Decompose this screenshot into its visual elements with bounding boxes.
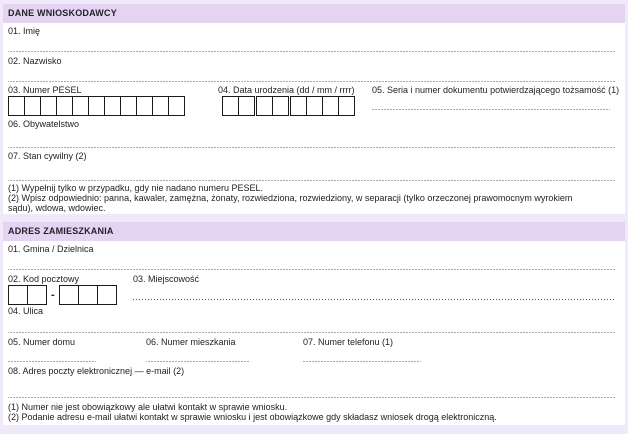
input-line-phone-number[interactable] — [303, 360, 421, 362]
label-municipality: 01. Gmina / Dzielnica — [8, 244, 94, 254]
footnote-2-marital: (2) Wpisz odpowiednio: panna, kawaler, zamężna, żonaty, rozwiedziona, rozwiedziony, w separacji (tylko orzeczonej prawomocnym wyrokiem sądu), wdowa, wdowiec. — [8, 193, 573, 213]
section-header-address: ADRES ZAMIESZKANIA — [3, 222, 625, 241]
char-box[interactable] — [59, 285, 79, 305]
label-marital-status: 07. Stan cywilny (2) — [8, 151, 87, 161]
footnote-1-phone: (1) Numer nie jest obowiązkowy ale ułatwi kontakt w sprawie wniosku. — [8, 402, 288, 412]
input-line-email[interactable] — [8, 396, 616, 398]
char-box[interactable] — [88, 96, 105, 116]
char-box[interactable] — [24, 96, 41, 116]
char-box[interactable] — [56, 96, 73, 116]
char-box[interactable] — [338, 96, 355, 116]
label-pesel: 03. Numer PESEL — [8, 85, 82, 95]
input-line-city[interactable] — [133, 298, 616, 300]
label-street: 04. Ulica — [8, 306, 44, 316]
label-first-name: 01. Imię — [8, 26, 41, 36]
char-box[interactable] — [8, 285, 28, 305]
label-email: 08. Adres poczty elektronicznej — e-mail (2) — [8, 366, 185, 376]
postal-code-separator: - — [51, 289, 55, 301]
char-box[interactable] — [322, 96, 339, 116]
input-line-id-document[interactable] — [372, 108, 610, 110]
char-box[interactable] — [97, 285, 117, 305]
char-box[interactable] — [238, 96, 255, 116]
label-house-number: 05. Numer domu — [8, 337, 76, 347]
label-birth-date: 04. Data urodzenia (dd / mm / rrrr) — [218, 85, 355, 95]
char-box[interactable] — [136, 96, 153, 116]
input-line-last-name[interactable] — [8, 80, 616, 82]
char-box[interactable] — [152, 96, 169, 116]
char-box[interactable] — [168, 96, 185, 116]
input-line-first-name[interactable] — [8, 50, 616, 52]
birth-date-day-group — [222, 96, 255, 116]
label-citizenship: 06. Obywatelstwo — [8, 119, 80, 129]
footnote-2-email: (2) Podanie adresu e-mail ułatwi kontakt w sprawie wniosku i jest obowiązkowe gdy składasz wniosek drogą elektroniczną. — [8, 412, 497, 422]
char-box[interactable] — [272, 96, 289, 116]
input-line-apartment-number[interactable] — [146, 360, 250, 362]
char-box[interactable] — [72, 96, 89, 116]
char-box[interactable] — [8, 96, 25, 116]
char-box[interactable] — [104, 96, 121, 116]
pesel-boxes — [8, 96, 185, 116]
char-box[interactable] — [290, 96, 307, 116]
input-line-house-number[interactable] — [8, 360, 96, 362]
char-box[interactable] — [27, 285, 47, 305]
footnote-1-pesel: (1) Wypełnij tylko w przypadku, gdy nie nadano numeru PESEL. — [8, 183, 264, 193]
postal-code-boxes — [8, 285, 117, 305]
char-box[interactable] — [256, 96, 273, 116]
char-box[interactable] — [222, 96, 239, 116]
birth-date-year-group — [290, 96, 355, 116]
label-id-document: 05. Seria i numer dokumentu potwierdzającego tożsamość (1) — [372, 85, 620, 95]
label-postal-code: 02. Kod pocztowy — [8, 274, 80, 284]
label-city: 03. Miejscowość — [133, 274, 200, 284]
input-line-street[interactable] — [8, 331, 616, 333]
input-line-citizenship[interactable] — [8, 146, 616, 148]
birth-date-month-group — [256, 96, 289, 116]
input-line-municipality[interactable] — [8, 268, 616, 270]
char-box[interactable] — [78, 285, 98, 305]
postal-code-group-b — [59, 285, 117, 305]
label-last-name: 02. Nazwisko — [8, 56, 62, 66]
birth-date-boxes — [222, 96, 355, 116]
postal-code-group-a — [8, 285, 47, 305]
pesel-box-group — [8, 96, 185, 116]
label-phone-number: 07. Numer telefonu (1) — [303, 337, 394, 347]
label-apartment-number: 06. Numer mieszkania — [146, 337, 236, 347]
section-header-applicant-data: DANE WNIOSKODAWCY — [3, 4, 625, 23]
char-box[interactable] — [306, 96, 323, 116]
char-box[interactable] — [120, 96, 137, 116]
char-box[interactable] — [40, 96, 57, 116]
input-line-marital-status[interactable] — [8, 179, 616, 181]
